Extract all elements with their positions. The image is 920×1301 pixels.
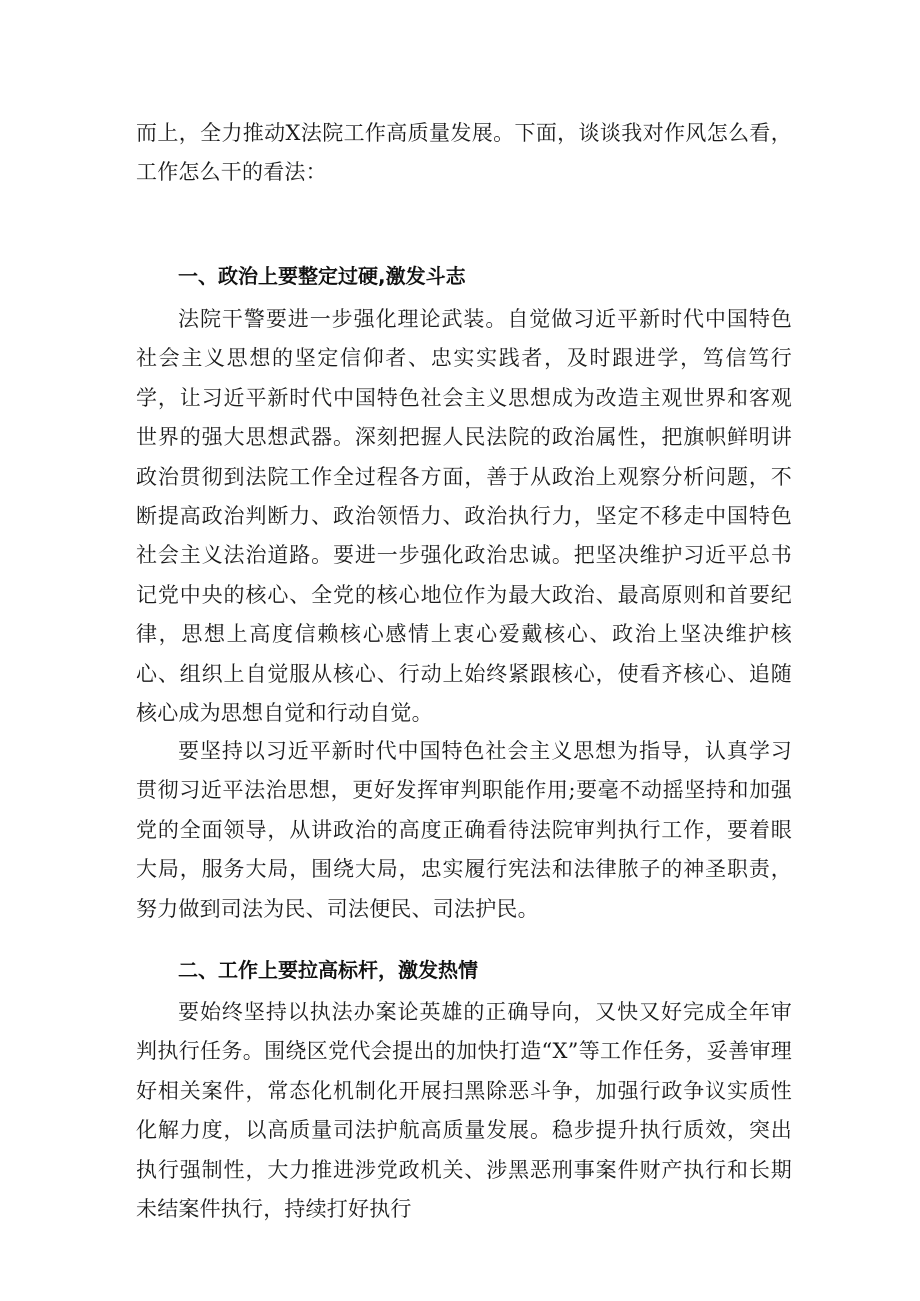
section-1-paragraph-1: 法院干警要进一步强化理论武装。自觉做习近平新时代中国特色社会主义思想的坚定信仰者、忠实实践者，及时跟进学，笃信笃行学，让习近平新时代中国特色社会主义思想成为改造主观世界和客观世界的强大思想武器。深刻把握人民法院的政治属性，把旗帜鲜明讲政治贯彻到法院工作全过程各方面，善于从政治上观察分析问题，不断提高政治判断力、政治领悟力、政治执行力，坚定不移走中国特色社会主义法治道路。要进一步强化政治忠诚。把坚决维护习近平总书记党中央的核心、全党的核心地位作为最大政治、最高原则和首要纪律，思想上高度信赖核心感情上衷心爱戴核心、政治上坚决维护核心、组织上自觉服从核心、行动上始终紧跟核心，使看齐核心、追随核心成为思想自觉和行动自觉。 [136,307,792,726]
section-2-paragraph-1: 要始终坚持以执法办案论英雄的正确导向，又快又好完成全年审判执行任务。围绕区党代会提出的加快打造“X”等工作任务，妥善审理好相关案件，常态化机制化开展扫黑除恶斗争，加强行政争议实质性化解力度，以高质量司法护航高质量发展。稳步提升执行质效，突出执行强制性，大力推进涉党政机关、涉黑恶刑事案件财产执行和长期未结案件执行，持续打好执行 [136,1000,792,1222]
section-1-heading: 一、政治上要整定过硬,激发斗志 [178,264,466,288]
section-1-paragraph-2: 要坚持以习近平新时代中国特色社会主义思想为指导，认真学习贯彻习近平法治思想，更好发挥审判职能作用;要毫不动摇坚持和加强党的全面领导，从讲政治的高度正确看待法院审判执行工作，要着眼大局，服务大局，围绕大局，忠实履行宪法和法律脓子的神圣职责，努力做到司法为民、司法便民、司法护民。 [136,739,792,921]
section-2-heading: 二、工作上要拉高标杆，激发热情 [178,958,478,982]
intro-paragraph: 而上，全力推动X法院工作高质量发展。下面，谈谈我对作风怎么看，工作怎么干的看法： [136,121,792,185]
